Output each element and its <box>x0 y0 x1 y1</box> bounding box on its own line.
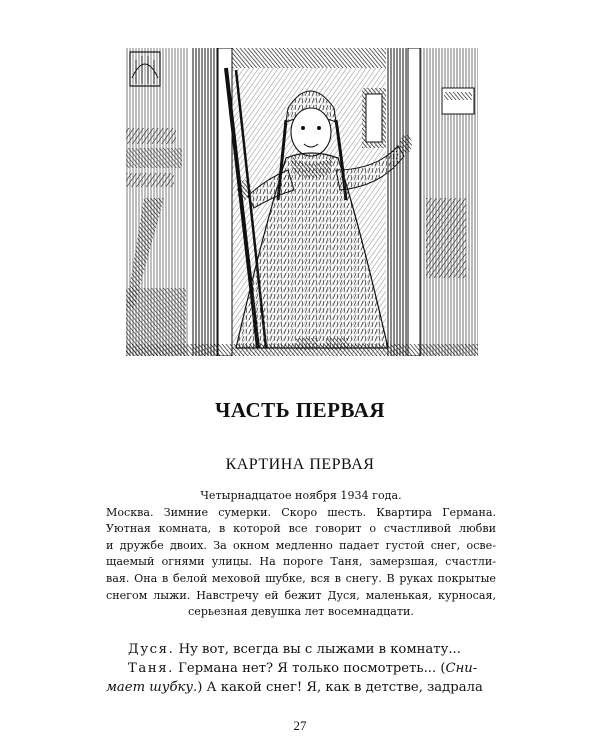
speaker-name: Дуся. <box>128 642 175 657</box>
page-number: 27 <box>293 718 307 733</box>
dialogue-line <box>106 659 496 678</box>
stage-direction-line: Уютная комната, в которой все говорит о счастливой любви <box>106 522 496 536</box>
stage-direction-line: снегом лыжи. Навстречу ей бежит Дуся, маленькая, курносая, <box>106 588 496 602</box>
dialogue-text: ) А какой снег! Я, как в детстве, задрала <box>197 680 483 696</box>
stage-direction-line: и дружбе двоих. За окном медленно падает густой снег, осве- <box>106 538 496 552</box>
stage-remark: Сни- <box>445 661 478 677</box>
stage-direction-line: серьезная девушка лет восемнадцати. <box>188 605 414 619</box>
part-title: ЧАСТЬ ПЕРВАЯ <box>214 398 386 422</box>
stage-remark: мает шубку. <box>106 680 198 696</box>
stage-direction-line: вая. Она в белой меховой шубке, вся в снегу. В руках покрытые <box>106 571 496 585</box>
left-wall <box>126 48 188 356</box>
dialogue-text: Германа нет? Я только посмотреть... ( <box>173 661 446 677</box>
dialogue-line <box>106 640 496 659</box>
floor <box>126 344 478 356</box>
stage-direction-line: щаемый огнями улицы. На пороге Таня, замерзшая, счастли- <box>106 555 496 569</box>
dialogue-text: Ну вот, всегда вы с лыжами в комнату... <box>174 642 461 657</box>
scene-title: КАРТИНА ПЕРВАЯ <box>225 456 375 473</box>
stage-direction-line: Москва. Зимние сумерки. Скоро шесть. Квартира Германа. <box>106 505 496 519</box>
stage-direction <box>106 488 496 621</box>
illustration <box>126 48 478 356</box>
dialogue-line <box>106 678 496 697</box>
stage-direction-line: Четырнадцатое ноября 1934 года. <box>200 489 402 502</box>
right-wall <box>420 48 478 356</box>
dialogue <box>106 640 496 698</box>
speaker-name: Таня. <box>128 661 174 677</box>
